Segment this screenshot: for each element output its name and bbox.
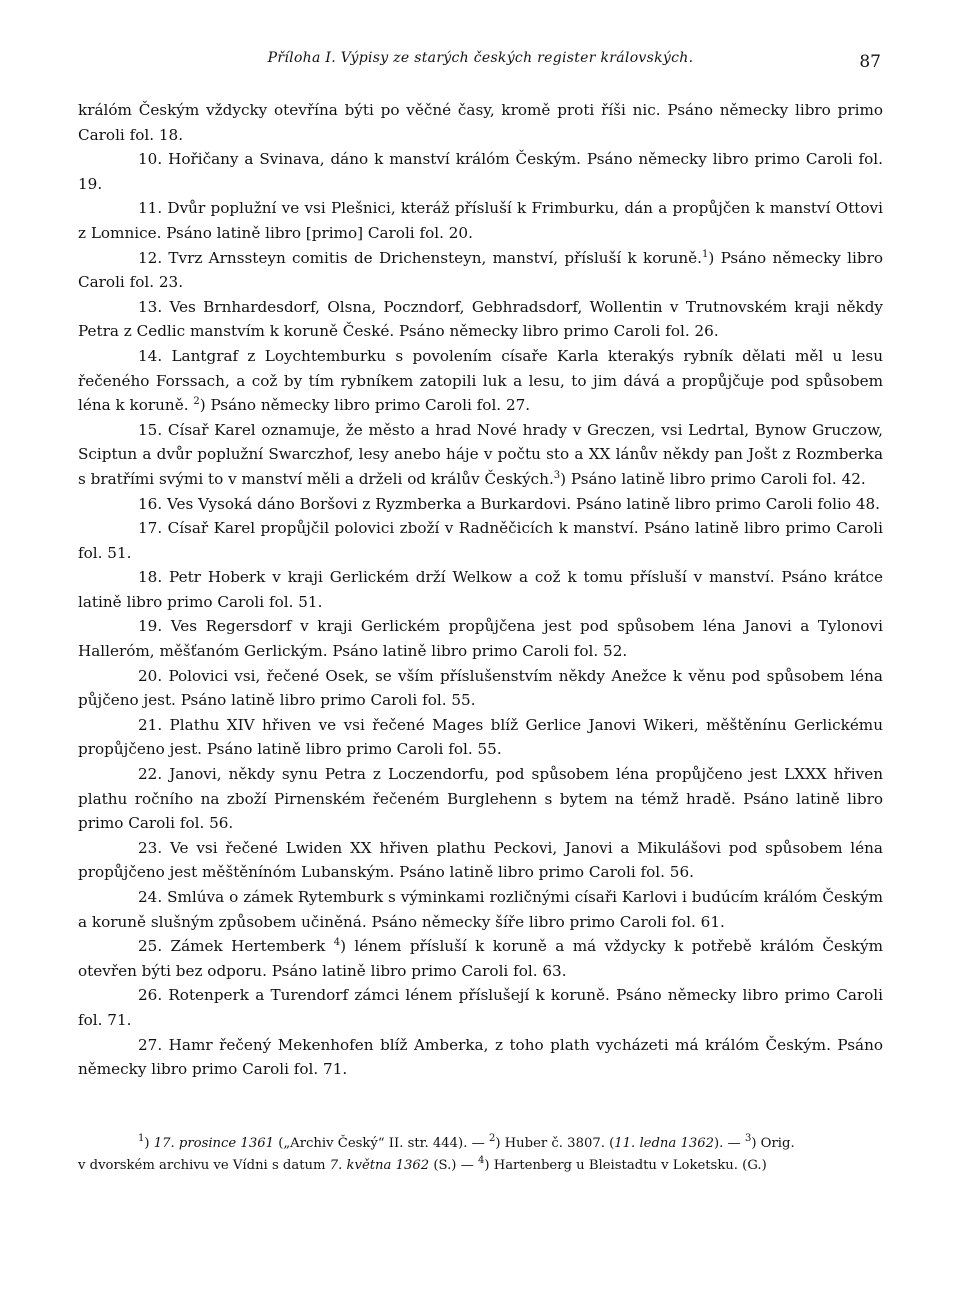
footnote-2-mark: 2 <box>488 1133 496 1144</box>
body-text <box>78 98 883 1082</box>
entry-12 <box>78 246 883 295</box>
footnote-2-text: ) Huber č. 3807. ( <box>495 1136 615 1151</box>
entry-12-text-rest: ) Psáno německy libro Caroli fol. 23. <box>78 248 884 292</box>
entry-10: 10. Hořičany a Svinava, dáno k manství králóm Českým. Psáno německy libro primo Caroli fol. 19. <box>78 150 883 193</box>
header-title: Příloha I. Výpisy ze starých českých register královských. <box>267 50 694 66</box>
entry-21: 21. Plathu XIV hřiven ve vsi řečené Mages blíž Gerlice Janovi Wikeri, měštěnínu Gerlickému propůjčeno jest. Psáno latině libro primo Caroli fol. 55. <box>78 715 883 759</box>
entry-25 <box>78 934 883 983</box>
page <box>78 48 884 1173</box>
entry-15 <box>78 418 883 492</box>
entry-19: 19. Ves Regersdorf v kraji Gerlickém propůjčena jest pod spůsobem léna Janovi a Tylonovi Halleróm, měšťanóm Gerlickým. Psáno latině libro primo Caroli fol. 52. <box>78 617 883 661</box>
running-header <box>78 48 883 78</box>
footnote-line-1: $^1$) 17. prosince 1361 („Archiv Český“ II. str. 444). — $^2$) Huber č. 3807. (11. ledna 1362). — $^3$) Orig. <box>138 1133 795 1151</box>
entry-20: 20. Polovici vsi, řečené Osek, se vším příslušenstvím někdy Anežce k věnu pod spůsobem léna půjčeno jest. Psáno latině libro primo Caroli fol. 55. <box>78 666 883 710</box>
page-number: 87 <box>859 52 881 72</box>
footnote-3-mark: 3 <box>744 1133 752 1144</box>
entry-27: 27. Hamr řečený Mekenhofen blíž Amberka, z toho plath vycházeti má králóm Českým. Psáno německy libro primo Caroli fol. 71. <box>78 1035 883 1079</box>
entry-12-text: 12. Tvrz Arnssteyn comitis de Drichensteyn, manství, přísluší k koruně. <box>138 248 702 267</box>
entry-18: 18. Petr Hoberk v kraji Gerlickém drží Welkow a což k tomu přísluší v manství. Psáno krátce latině libro primo Caroli fol. 51. <box>78 568 883 611</box>
entry-22: 22. Janovi, někdy synu Petra z Loczendorfu, pod spůsobem léna propůjčeno jest LXXX hřiven plathu ročního na zboží Pirnenském řečeném Burglehenn s bytem na témž hradě. Psáno latině libro primo Caroli fol. 56. <box>78 765 883 833</box>
entry-14-text: 14. Lantgraf z Loychtemburku s povolením císaře Karla kterakýs rybník dělati měl u lesu řečeného Forssach, a což by tím rybníkem zatopili luk a lesu, to jim dává a propůjčuje pod spůsobem léna k koruně. <box>78 346 883 415</box>
footnote-3-text-end: (S.) — <box>429 1158 478 1173</box>
footnotes <box>78 1133 883 1177</box>
footnote-1-mark: 1 <box>138 1133 145 1144</box>
entry-15-text: 15. Císař Karel oznamuje, že město a hrad Nové hrady v Greczen, vsi Ledrtal, Bynow Gruczow, Sciptun a dvůr poplužní Swarczhof, lesy anebo háje v počtu sto a XX lánův někdy pan Jošt z Rozmberka s bratřími svými to v manství měli a drželi od králův Českých. <box>78 420 883 488</box>
entry-14 <box>78 344 883 418</box>
entry-continuation: králóm Českým vždycky otevřína býti po věčné časy, kromě proti říši nic. Psáno německy libro primo Caroli fol. 18. <box>78 101 883 144</box>
footnote-3-text-cont: v dvorském archivu ve Vídni s datum <box>78 1158 330 1173</box>
footnote-4-mark: 4 <box>477 1155 485 1166</box>
footnote-1-text: („Archiv Český“ II. str. 444). — <box>274 1136 489 1151</box>
footnote-2-date: 11. ledna 1362 <box>614 1136 715 1151</box>
entry-16: 16. Ves Vysoká dáno Boršovi z Ryzmberka a Burkardovi. Psáno latině libro primo Caroli folio 48. <box>138 494 880 513</box>
entry-13: 13. Ves Brnhardesdorf, Olsna, Poczndorf, Gebhradsdorf, Wollentin v Trutnovském kraji někdy Petra z Cedlic manstvím k koruně České. Psáno německy libro primo Caroli fol. 26. <box>78 297 883 341</box>
footnote-ref-4: 4 <box>333 937 341 949</box>
entry-23: 23. Ve vsi řečené Lwiden XX hřiven plathu Peckovi, Janovi a Mikulášovi pod spůsobem léna propůjčeno jest měštěnínóm Lubanským. Psáno latině libro primo Caroli fol. 56. <box>78 838 883 882</box>
footnote-3-date: 7. května 1362 <box>329 1158 430 1173</box>
footnote-ref-3: 3 <box>553 469 561 481</box>
footnote-3-text: ) Orig. <box>751 1136 795 1151</box>
footnote-2-text-end: ). — <box>714 1136 745 1151</box>
footnote-line-2 <box>78 1155 883 1177</box>
entry-17: 17. Císař Karel propůjčil polovici zboží v Radněčicích k manství. Psáno latině libro primo Caroli fol. 51. <box>78 519 883 562</box>
entry-15-text-rest: ) Psáno latině libro primo Caroli fol. 42. <box>560 469 866 488</box>
entry-14-text-rest: ) Psáno německy libro primo Caroli fol. 27. <box>199 396 531 415</box>
entry-24: 24. Smlúva o zámek Rytemburk s výminkami rozličnými císaři Karlovi i budúcím králóm Českým a koruně slušným způsobem učiněná. Psáno německy šíře libro primo Caroli fol. 61. <box>78 888 883 931</box>
entry-11: 11. Dvůr poplužní ve vsi Plešnici, kteráž přísluší k Frimburku, dán a propůjčen k manství Ottovi z Lomnice. Psáno latině libro [primo] Caroli fol. 20. <box>78 199 883 242</box>
footnote-ref-1: 1 <box>702 248 709 260</box>
footnote-1-date: 17. prosince 1361 <box>153 1136 274 1151</box>
entry-25-text: 25. Zámek Hertemberk <box>138 937 334 956</box>
footnote-4-text: ) Hartenberg u Bleistadtu v Loketsku. (G.) <box>484 1158 767 1173</box>
footnote-ref-2: 2 <box>193 396 200 408</box>
entry-26: 26. Rotenperk a Turendorf zámci lénem příslušejí k koruně. Psáno německy libro primo Caroli fol. 71. <box>78 986 883 1029</box>
entry-25-text-rest: ) lénem přísluší k koruně a má vždycky k potřebě králóm Českým otevřen býti bez odporu. Psáno latině libro primo Caroli fol. 63. <box>78 937 883 980</box>
